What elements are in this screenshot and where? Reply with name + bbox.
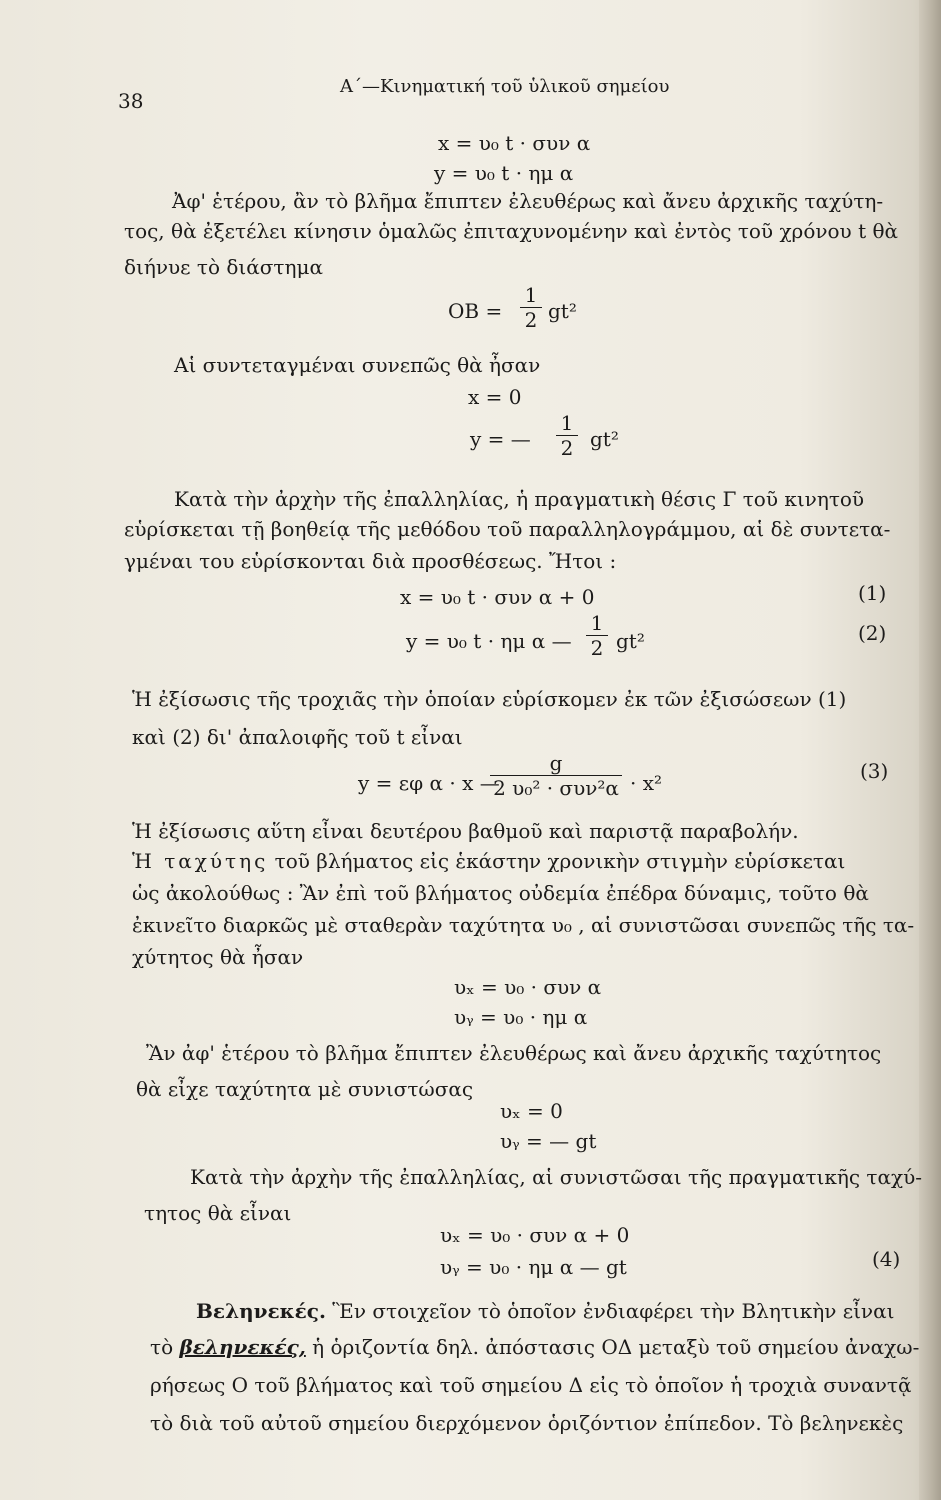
text-line: Ἡ ἐξίσωσις τῆς τροχιᾶς τὴν ὁποίαν εὑρίσκομεν ἐκ τῶν ἐξισώσεων (1): [132, 687, 847, 711]
text-line: Ἂν ἀφ' ἑτέρου τὸ βλῆμα ἔπιπτεν ἐλευθέρως καὶ ἄνευ ἀρχικῆς ταχύτητος: [146, 1041, 882, 1065]
text-line: Αἱ συντεταγμέναι συνεπῶς θὰ ἦσαν: [174, 353, 541, 377]
equation-vy: υᵧ = υ₀ · ημ α: [454, 1005, 588, 1029]
text-line: Ἡ ταχύτης τοῦ βλήματος εἰς ἑκάστην χρονικὴν στιγμὴν εὑρίσκεται: [132, 849, 846, 873]
equation-vx-zero: υₓ = 0: [500, 1099, 563, 1123]
text-line: χύτητος θὰ ἦσαν: [132, 945, 304, 969]
fraction-numerator: g: [549, 751, 563, 775]
fraction-denominator: 2: [560, 436, 574, 460]
equation-vx: υₓ = υ₀ · συν α: [454, 975, 602, 999]
text-line: ρήσεως Ο τοῦ βλήματος καὶ τοῦ σημείου Δ εἰς τὸ ὁποῖον ἡ τροχιὰ συναντᾷ: [150, 1373, 912, 1397]
equation-y: y = υ₀ t · ημ α: [434, 161, 574, 185]
equation-ob-lhs: OB =: [448, 299, 503, 323]
section-term: Βεληνεκές.: [196, 1299, 326, 1323]
equation-x-zero: x = 0: [468, 385, 522, 409]
fraction-numerator: 1: [590, 611, 604, 635]
equation-x: x = υ₀ t · συν α: [438, 131, 591, 155]
equation-3-lhs: y = εφ α · x —: [358, 771, 500, 795]
text-line: Βεληνεκές. Ἓν στοιχεῖον τὸ ὁποῖον ἐνδιαφέρει τὴν Βλητικὴν εἶναι: [196, 1299, 895, 1323]
page-edge-shadow: [919, 0, 941, 1500]
fraction-denominator: 2 υ₀² · συν²α: [493, 776, 619, 800]
text-line: Κατὰ τὴν ἀρχὴν τῆς ἐπαλληλίας, αἱ συνιστῶσαι τῆς πραγματικῆς ταχύ-: [190, 1165, 923, 1189]
text-line: Κατὰ τὴν ἀρχὴν τῆς ἐπαλληλίας, ἡ πραγματικὴ θέσις Γ τοῦ κινητοῦ: [174, 487, 865, 511]
spaced-term: Ἡ ταχύτης: [132, 849, 269, 873]
text-line: καὶ (2) δι' ἀπαλοιφῆς τοῦ t εἶναι: [132, 725, 463, 749]
equation-y-lhs: y = —: [470, 427, 531, 451]
text-line: τητος θὰ εἶναι: [144, 1201, 292, 1225]
text-line: Ἀφ' ἑτέρου, ἂν τὸ βλῆμα ἔπιπτεν ἐλευθέρως καὶ ἄνευ ἀρχικῆς ταχύτη-: [172, 189, 884, 213]
fraction-half: [520, 284, 542, 331]
equation-vy-gt: υᵧ = — gt: [500, 1129, 597, 1153]
equation-2-rhs: gt²: [616, 629, 645, 653]
equation-number: (1): [858, 581, 887, 605]
text-line: τὸ διὰ τοῦ αὐτοῦ σημείου διερχόμενον ὁριζόντιον ἐπίπεδον. Τὸ βεληνεκὲς: [150, 1411, 904, 1435]
fraction-denominator: 2: [590, 636, 604, 660]
equation-vx-total: υₓ = υ₀ · συν α + 0: [440, 1223, 630, 1247]
fraction-numerator: 1: [560, 411, 574, 435]
underlined-term: βεληνεκές,: [179, 1335, 306, 1359]
text-line: τος, θὰ ἐξετέλει κίνησιν ὁμαλῶς ἐπιταχυνομένην καὶ ἐντὸς τοῦ χρόνου t θὰ: [124, 219, 899, 243]
text-line: ὡς ἀκολούθως : Ἂν ἐπὶ τοῦ βλήματος οὐδεμία ἐπέδρα δύναμις, τοῦτο θὰ: [132, 881, 869, 905]
text-line: Ἡ ἐξίσωσις αὕτη εἶναι δευτέρου βαθμοῦ καὶ παριστᾷ παραβολήν.: [132, 819, 799, 843]
equation-number: (3): [860, 759, 889, 783]
equation-2-lhs: y = υ₀ t · ημ α —: [406, 629, 572, 653]
equation-1: x = υ₀ t · συν α + 0: [400, 585, 595, 609]
equation-y-rhs: gt²: [590, 427, 619, 451]
equation-vy-total: υᵧ = υ₀ · ημ α — gt: [440, 1255, 627, 1279]
equation-ob-rhs: gt²: [548, 299, 577, 323]
fraction-trajectory: [490, 752, 622, 799]
text-line: ἐκινεῖτο διαρκῶς μὲ σταθερὰν ταχύτητα υ₀ , αἱ συνιστῶσαι συνεπῶς τῆς τα-: [132, 913, 915, 937]
text-line: διήνυε τὸ διάστημα: [124, 255, 323, 279]
fraction-denominator: 2: [524, 308, 538, 332]
equation-number: (4): [872, 1247, 901, 1271]
text-line: εὑρίσκεται τῇ βοηθείᾳ τῆς μεθόδου τοῦ παραλληλογράμμου, αἱ δὲ συντετα-: [124, 517, 891, 541]
equation-3-rhs: · x²: [630, 771, 663, 795]
equation-number: (2): [858, 621, 887, 645]
text-line: τὸ βεληνεκές, ἡ ὁριζοντία δηλ. ἀπόστασις ΟΔ μεταξὺ τοῦ σημείου ἀναχω-: [150, 1335, 920, 1359]
fraction-half: [586, 612, 608, 659]
fraction-numerator: 1: [524, 283, 538, 307]
page-number: 38: [118, 89, 144, 113]
text-line: γμέναι του εὑρίσκονται διὰ προσθέσεως. Ἤτοι :: [124, 549, 617, 573]
text-line: θὰ εἶχε ταχύτητα μὲ συνιστώσας: [136, 1077, 474, 1101]
fraction-half: [556, 412, 578, 459]
running-title: Α΄—Κινηματική τοῦ ὑλικοῦ σημείου: [340, 76, 670, 97]
